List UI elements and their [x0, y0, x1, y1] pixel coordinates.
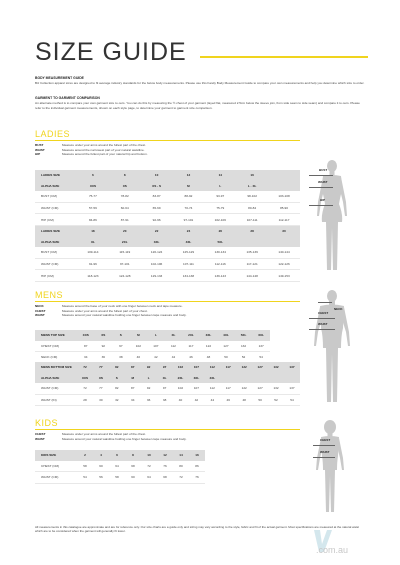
table-row — [35, 461, 205, 472]
ladies-figure-label: WAIST — [318, 180, 328, 184]
table-cell: 22 — [141, 226, 173, 237]
table-cell: 64 — [109, 461, 125, 472]
table-cell: 57-59 — [77, 202, 109, 214]
table-cell: 6 — [109, 450, 125, 461]
table-cell — [268, 181, 300, 192]
table-cell: L — [204, 181, 236, 192]
table-cell: 132 — [268, 362, 284, 373]
table-cell: 84-86 — [77, 214, 109, 226]
ladies-measures — [35, 143, 148, 157]
garment-compare-heading: GARMENT TO GARMENT COMPARISON — [35, 96, 100, 100]
table-cell: 92-96 — [141, 214, 173, 226]
table-row-label: HIP (CM) — [35, 270, 77, 282]
table-row — [35, 191, 300, 202]
table-cell: 64 — [141, 472, 157, 484]
table-cell: 122-126 — [268, 258, 300, 270]
table-cell: 2XL — [182, 330, 200, 341]
table-row-label: MENS TOP SIZE — [35, 330, 77, 341]
table-cell: 91-96 — [77, 258, 109, 270]
table-cell: L - XL — [236, 181, 268, 192]
table-cell: 24 — [173, 226, 205, 237]
table-header-row — [35, 226, 300, 237]
table-cell: 77 — [93, 383, 109, 394]
alpha-size-row — [35, 237, 300, 248]
table-cell: 3XL — [188, 373, 204, 384]
brand-url: .com.au — [315, 545, 348, 555]
kids-figure — [313, 418, 347, 518]
table-cell: 118-123 — [77, 270, 109, 282]
table-cell: 107 — [188, 362, 204, 373]
mens-section-title: MENS — [35, 290, 64, 300]
footer-note: All measurements in this catalogue are approximate and are for reference only. Our size charts are a guide only and sizing may vary according to the style, fabric and fit of the actual garment. Most specifications are measured at the natural waist which are to be considered when the garment will generally fit lower. — [35, 525, 359, 534]
table-cell: 112 — [204, 383, 220, 394]
table-cell: 130-134 — [204, 247, 236, 258]
body-guide-heading: BODY MEASUREMENT GUIDE — [35, 76, 84, 80]
table-row — [35, 472, 205, 484]
mens-figure-label: NECK — [334, 307, 343, 311]
table-cell: XS — [93, 373, 109, 384]
table-row — [35, 258, 300, 270]
mens-neck-line — [318, 302, 332, 303]
table-cell: 72 — [141, 461, 157, 472]
table-cell: 137 — [284, 362, 300, 373]
table-cell: 80 — [173, 461, 189, 472]
table-row-label: BUST (CM) — [35, 247, 77, 258]
table-cell: 26 — [204, 226, 236, 237]
table-cell: 109-114 — [77, 247, 109, 258]
table-cell: 117 — [182, 341, 200, 352]
table-cell: 92 — [95, 341, 113, 352]
table-cell: 44 — [165, 352, 183, 364]
ladies-bust-line — [309, 175, 333, 176]
table-cell: 76 — [189, 472, 205, 484]
kids-size-table — [35, 450, 205, 484]
table-cell: 34 — [125, 394, 141, 406]
table-row — [35, 394, 300, 406]
table-cell: 5XL — [204, 237, 236, 248]
table-row — [35, 202, 300, 214]
table-cell: 46 — [182, 352, 200, 364]
table-cell: 102 — [173, 383, 189, 394]
table-cell: 54 — [252, 352, 270, 364]
table-cell: 14 — [173, 450, 189, 461]
ladies-figure-label: BUST — [319, 168, 328, 172]
measure-row: CHEST Measure under your arms around the fullest part of the chest. — [35, 432, 146, 436]
table-row — [35, 383, 300, 394]
table-cell: 28 — [236, 226, 268, 237]
table-cell: 8 — [109, 170, 141, 181]
table-cell: 52 — [268, 394, 284, 406]
mens-figure-label: WAIST — [318, 322, 328, 326]
table-cell: 6XL — [252, 330, 270, 341]
table-cell: 5XL — [235, 330, 253, 341]
table-cell — [220, 373, 236, 384]
table-cell: 68 — [157, 472, 173, 484]
table-cell: 140-144 — [268, 247, 300, 258]
table-header-row — [35, 450, 205, 461]
table-cell: 135-139 — [236, 247, 268, 258]
table-cell: 78-82 — [109, 191, 141, 202]
table-cell: 18 — [77, 226, 109, 237]
table-row — [35, 270, 300, 282]
table-cell: S — [109, 373, 125, 384]
table-cell: 8 — [125, 450, 141, 461]
table-cell — [236, 237, 268, 248]
measure-row: WAIST Measure around the narrowest part of your natural waistline. — [35, 147, 145, 152]
table-cell: 12 — [157, 450, 173, 461]
table-cell: 30 — [93, 394, 109, 406]
table-cell: 60 — [93, 461, 109, 472]
kids-section-rule — [35, 429, 300, 430]
table-cell: 137 — [252, 341, 270, 352]
table-row-label: BUST (CM) — [35, 191, 77, 202]
mens-top-size-table — [35, 330, 270, 364]
table-cell: 102-106 — [204, 214, 236, 226]
table-cell: 16 — [236, 170, 268, 181]
table-cell: 87-91 — [109, 214, 141, 226]
table-cell: 12 — [173, 170, 205, 181]
table-cell: 56 — [93, 472, 109, 484]
table-cell: 97 — [112, 341, 130, 352]
table-cell: 107 — [188, 383, 204, 394]
measure-row: BUST Measure under your arms around the fullest part of the chest. — [35, 143, 146, 147]
table-cell: 38 — [157, 394, 173, 406]
table-row-label: WAIST (CM) — [35, 258, 77, 270]
ladies-size-table-1 — [35, 170, 300, 226]
table-cell: 10 — [141, 450, 157, 461]
table-row-label: ALPHA SIZE — [35, 181, 77, 192]
table-cell: 92 — [141, 362, 157, 373]
table-cell: 127 — [217, 341, 235, 352]
ladies-section-rule — [35, 140, 300, 141]
table-cell: 36 — [141, 394, 157, 406]
table-cell: 132 — [235, 341, 253, 352]
table-cell: 20 — [109, 226, 141, 237]
table-cell: 122 — [236, 362, 252, 373]
measure-row: HIP Measure around the fullest part of your natural hip and bottom. — [35, 152, 148, 157]
measure-row: CHEST Measure under your arms around the fullest part of your chest. — [35, 308, 148, 313]
table-row-label: WAIST (CM) — [35, 383, 77, 394]
table-header-row — [35, 170, 300, 181]
table-cell: 75-79 — [204, 202, 236, 214]
table-cell: XXS — [77, 181, 109, 192]
table-cell: XL — [165, 330, 183, 341]
table-cell: 86 — [189, 461, 205, 472]
table-cell: 122 — [236, 383, 252, 394]
page-title: SIZE GUIDE — [35, 38, 187, 66]
table-cell: 149-153 — [268, 270, 300, 282]
table-row-label: CHEST (CM) — [35, 461, 77, 472]
ladies-section-title: LADIES — [35, 129, 71, 139]
table-row — [35, 341, 270, 352]
table-row-label: CHEST (CM) — [35, 341, 77, 352]
mens-figure — [310, 288, 354, 408]
table-row-label: LADIES SIZE — [35, 226, 77, 237]
table-cell: 102 — [173, 362, 189, 373]
table-row-label: ALPHA SIZE — [35, 373, 77, 384]
table-cell: 60-64 — [109, 202, 141, 214]
table-cell: 112-116 — [204, 258, 236, 270]
measure-row: NECK Measure around the base of your neck with one finger between neck and tape measure. — [35, 304, 183, 308]
table-cell: 107 — [147, 341, 165, 352]
table-cell: 3XL — [200, 330, 218, 341]
table-cell: 40 — [173, 394, 189, 406]
table-cell: 48 — [200, 352, 218, 364]
table-cell: 127 — [252, 383, 268, 394]
table-cell: M — [173, 181, 205, 192]
table-cell: XS - S — [141, 181, 173, 192]
table-cell: 58 — [109, 472, 125, 484]
table-cell: 102 — [130, 341, 148, 352]
table-cell: 40 — [130, 352, 148, 364]
table-cell: 38 — [112, 352, 130, 364]
table-cell: 10 — [141, 170, 173, 181]
table-cell: 125-129 — [173, 247, 205, 258]
table-cell: 54 — [284, 394, 300, 406]
table-cell — [284, 373, 300, 384]
table-cell: 50 — [217, 352, 235, 364]
table-cell: 87 — [125, 362, 141, 373]
table-cell: M — [130, 330, 148, 341]
table-header-row — [35, 362, 300, 373]
table-cell: 120-124 — [141, 247, 173, 258]
table-cell: 72 — [77, 383, 93, 394]
garment-compare-text: An alternate method is to compare your own garment size to ours. You can do this by measuring the ½ chest of your garment (layed flat, measured 2.5cm below the sleeve join, from side seam to side seam) and compare it to ours. Please refer to the individual garment measurements, shown on each style page, to determine your garment to garment size comparison. — [35, 101, 360, 110]
table-cell: 34 — [77, 352, 95, 364]
table-cell: 44 — [204, 394, 220, 406]
table-cell: 117 — [220, 362, 236, 373]
table-cell: 70-74 — [173, 202, 205, 214]
table-cell: 82 — [109, 362, 125, 373]
table-cell: 2XL — [173, 373, 189, 384]
table-cell: 137 — [284, 383, 300, 394]
table-cell: 87 — [77, 341, 95, 352]
table-cell: 97 — [157, 362, 173, 373]
table-cell: 80-84 — [236, 202, 268, 214]
kids-waist-line — [313, 457, 335, 458]
table-cell: 97-101 — [173, 214, 205, 226]
table-cell: 3XL — [141, 237, 173, 248]
table-row — [35, 247, 300, 258]
table-cell: 112 — [204, 362, 220, 373]
ladies-figure-label: HIP — [320, 198, 326, 202]
mens-figure-label: CHEST — [318, 311, 329, 315]
table-cell — [268, 170, 300, 181]
table-cell: 14 — [204, 170, 236, 181]
table-cell: 2 — [77, 450, 93, 461]
table-row-label: HIP (CM) — [35, 214, 77, 226]
table-cell: 2XL — [109, 237, 141, 248]
table-row-label: WAIST (CM) — [35, 202, 77, 214]
table-cell: 76 — [157, 461, 173, 472]
table-cell: 36 — [95, 352, 113, 364]
table-cell: 92 — [141, 383, 157, 394]
table-cell: 132 — [268, 383, 284, 394]
table-cell: 117 — [220, 383, 236, 394]
table-cell — [236, 373, 252, 384]
table-cell: 83-87 — [141, 191, 173, 202]
table-cell: 97 — [157, 383, 173, 394]
table-cell: 85-90 — [268, 202, 300, 214]
table-row-label: WAIST (IN) — [35, 394, 77, 406]
table-cell: L — [141, 373, 157, 384]
table-cell: 16 — [189, 450, 205, 461]
table-cell: 129-133 — [141, 270, 173, 282]
table-cell: 50 — [252, 394, 268, 406]
kids-figure-label: WAIST — [320, 450, 330, 454]
table-cell: XL — [77, 237, 109, 248]
table-cell: 107-111 — [173, 258, 205, 270]
table-row-label: KIDS SIZE — [35, 450, 77, 461]
table-cell: 144-148 — [236, 270, 268, 282]
table-cell: 98-102 — [236, 191, 268, 202]
table-cell: 77 — [93, 362, 109, 373]
mens-waist-line — [309, 329, 335, 330]
alpha-size-row — [35, 373, 300, 384]
table-cell: 127 — [252, 362, 268, 373]
table-cell: 68 — [125, 461, 141, 472]
ladies-waist-line — [309, 187, 333, 188]
table-cell: XXS — [77, 330, 95, 341]
table-cell: 87 — [125, 383, 141, 394]
measure-row: WAIST Measure around your natural waistline holding one finger between tape measure and body. — [35, 313, 187, 318]
table-cell: XS — [95, 330, 113, 341]
table-cell: L — [147, 330, 165, 341]
mens-section-rule — [35, 301, 300, 302]
table-cell: 42 — [147, 352, 165, 364]
mens-bottom-size-table — [35, 362, 300, 406]
table-cell: 112-117 — [268, 214, 300, 226]
table-cell: 134-138 — [173, 270, 205, 282]
table-cell: 107-111 — [236, 214, 268, 226]
table-cell: 75-77 — [77, 191, 109, 202]
table-cell — [268, 237, 300, 248]
table-cell: 65-69 — [141, 202, 173, 214]
table-cell: 117-121 — [236, 258, 268, 270]
table-row-label: NECK (CM) — [35, 352, 77, 364]
table-cell: S — [112, 330, 130, 341]
table-cell: 124-128 — [109, 270, 141, 282]
table-row — [35, 214, 300, 226]
table-cell: XL — [157, 373, 173, 384]
table-cell: 42 — [188, 394, 204, 406]
measure-row: WAIST Measure around your natural waistline holding one finger between tape measure and body. — [35, 436, 187, 441]
table-row-label: MENS BOTTOM SIZE — [35, 362, 77, 373]
title-rule — [200, 56, 368, 58]
kids-chest-line — [313, 445, 335, 446]
table-cell: 4 — [93, 450, 109, 461]
table-cell: 139-143 — [204, 270, 236, 282]
table-cell — [268, 373, 284, 384]
table-cell: XS — [109, 181, 141, 192]
ladies-size-table-2 — [35, 226, 300, 282]
ladies-figure — [312, 158, 352, 278]
ladies-hip-line — [309, 205, 333, 206]
table-cell: 32 — [109, 394, 125, 406]
table-cell: 6 — [77, 170, 109, 181]
table-cell: 103-108 — [268, 191, 300, 202]
table-cell: 58 — [77, 461, 93, 472]
table-cell: 97-101 — [109, 258, 141, 270]
mens-measures — [35, 304, 186, 318]
table-header-row — [35, 330, 270, 341]
table-cell: 88-92 — [173, 191, 205, 202]
table-cell: 30 — [268, 226, 300, 237]
table-cell: M — [125, 373, 141, 384]
table-cell: 112 — [165, 341, 183, 352]
table-cell: 72 — [77, 362, 93, 373]
table-cell: 28 — [77, 394, 93, 406]
table-cell: 93-97 — [204, 191, 236, 202]
table-cell: 102-106 — [141, 258, 173, 270]
table-cell: XXS — [77, 373, 93, 384]
table-cell: 72 — [173, 472, 189, 484]
table-cell: 52 — [235, 352, 253, 364]
mens-chest-line — [309, 318, 335, 319]
table-row-label: WAIST (CM) — [35, 472, 77, 484]
table-cell: 60 — [125, 472, 141, 484]
alpha-size-row — [35, 181, 300, 192]
table-cell — [252, 373, 268, 384]
kids-figure-label: CHEST — [320, 438, 331, 442]
body-guide-text: Biz Collection apparel sizes are designed to fit average industry standards for the below body measurements. Please use this handy Body Measurement Guide to compare your own measurements and help you determine which size to order. — [35, 81, 365, 85]
table-row-label: ALPHA SIZE — [35, 237, 77, 248]
table-cell: 4XL — [204, 373, 220, 384]
table-cell: 48 — [236, 394, 252, 406]
table-cell: 54 — [77, 472, 93, 484]
kids-measures — [35, 432, 186, 441]
table-cell: 4XL — [217, 330, 235, 341]
table-cell: 115-119 — [109, 247, 141, 258]
kids-section-title: KIDS — [35, 418, 59, 428]
table-cell: 122 — [200, 341, 218, 352]
table-row-label: LADIES SIZE — [35, 170, 77, 181]
table-cell: 82 — [109, 383, 125, 394]
table-cell: 4XL — [173, 237, 205, 248]
table-cell: 46 — [220, 394, 236, 406]
